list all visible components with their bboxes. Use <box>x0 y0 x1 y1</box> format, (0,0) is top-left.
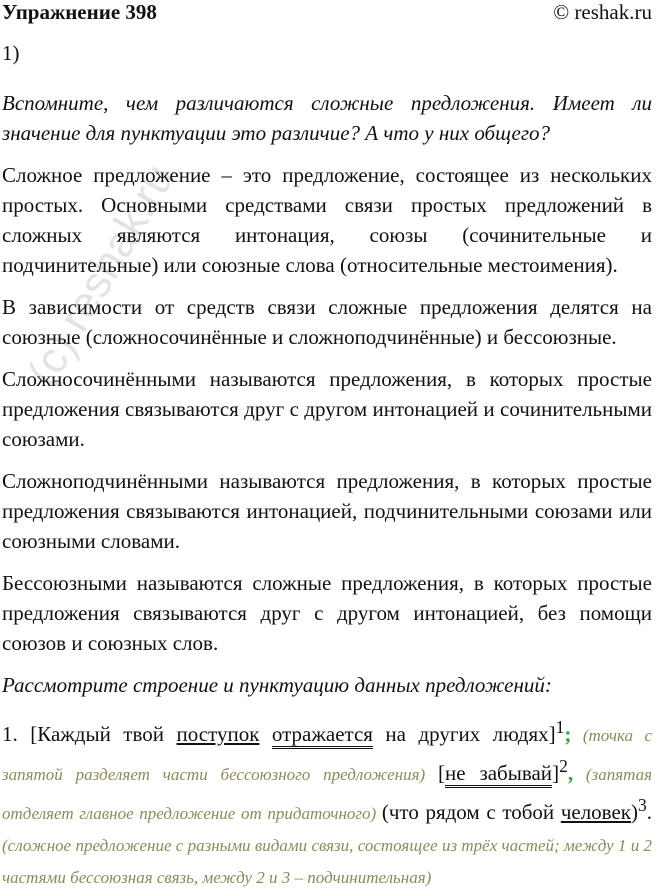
predicate-word: отражается <box>272 722 373 749</box>
paragraph-5: Бессоюзными называются сложные предложения, в которых простые предложения связываются друг с другом интонацией, без помощи союзов и союзных слов. <box>2 571 652 655</box>
note-comma: (запятая отделяет главное предложение от придаточного) <box>2 765 652 823</box>
subject-3-word: человек <box>560 800 631 824</box>
clause-3-index: 3 <box>638 795 647 815</box>
paragraph-2: В зависимости от средств связи сложные предложения делятся на союзные (сложносочинённые и сложноподчинённые) и бессоюзные. <box>2 295 652 349</box>
space <box>259 722 271 746</box>
site-label: © reshak.ru <box>553 0 652 24</box>
watermark: (c) reshak.ru <box>18 156 184 395</box>
bracket-open: [ <box>438 761 446 785</box>
exercise-title: Упражнение 398 <box>2 0 157 24</box>
bracket-close: ] <box>552 761 560 785</box>
instruction-text: Рассмотрите строение и пунктуацию данных предложений: <box>2 673 552 697</box>
clause-3-close: ) <box>631 800 638 824</box>
note-summary: (сложное предложение с разными видами связи, состоящее из трёх частей; между 1 и 2 частями бессоюзная связь, между 2 и 3 – подчинительная) <box>2 836 652 887</box>
clause-3-open: (что рядом с тобой <box>381 800 561 824</box>
clause-1-close: на других людях] <box>372 722 556 746</box>
document-body <box>2 40 652 893</box>
predicate-2-word: не забывай <box>445 761 552 788</box>
subject-word: поступок <box>176 722 260 746</box>
semicolon-mark: ; <box>564 722 572 746</box>
paragraph-3: Сложносочинёнными называются предложения, в которых простые предложения связываются друг с другом интонацией и сочинительными союзами. <box>2 367 652 451</box>
clause-1-index: 1 <box>555 717 565 737</box>
task-number: 1) <box>2 41 20 65</box>
example-number: 1. <box>2 722 31 746</box>
clause-1-open: [Каждый твой <box>30 722 177 746</box>
comma-mark: , <box>567 761 574 785</box>
note-semicolon: (точка с запятой разделяет части бессоюзного предложения) <box>2 726 653 784</box>
paragraph-1: Сложное предложение – это предложение, состоящее из нескольких простых. Основными средствами связи простых предложений в сложных являются интонация, союзы (сочинительные и подчинительные) или союзные слова (относительные местоимения). <box>2 163 652 277</box>
question-text: Вспомните, чем различаются сложные предложения. Имеет ли значение для пунктуации это различие? А что у них общего? <box>2 91 652 145</box>
period-mark: . <box>646 800 652 824</box>
page-header <box>0 0 658 26</box>
clause-2-index: 2 <box>559 756 568 776</box>
paragraph-4: Сложноподчинёнными называются предложения, в которых простые предложения связываются интонацией, подчинительными союзами или союзными словами. <box>2 469 652 553</box>
example-sentence <box>2 712 652 893</box>
